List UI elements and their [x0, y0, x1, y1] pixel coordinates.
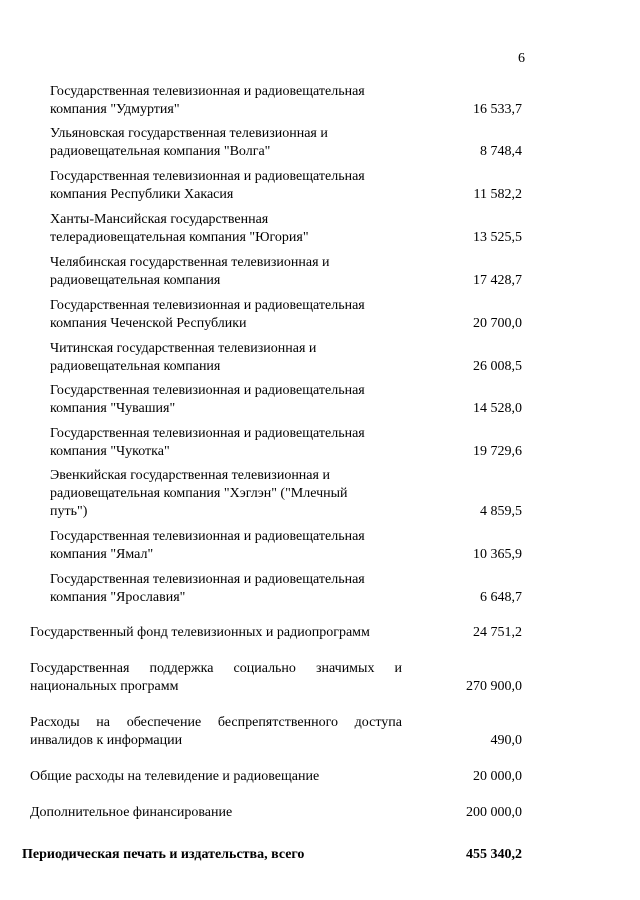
item-name-line: Челябинская государственная телевизионная и	[50, 255, 330, 270]
item-name	[50, 571, 400, 607]
item-name	[50, 297, 400, 333]
item-name	[30, 714, 402, 750]
item-name-line: компания "Удмуртия"	[50, 102, 180, 117]
item-name	[30, 660, 402, 696]
item-name-line: радиовещательная компания "Волга"	[50, 144, 271, 159]
item-name-line: Государственная телевизионная и радиовещательная	[50, 426, 365, 441]
item-name-line: Государственная телевизионная и радиовещательная	[50, 298, 365, 313]
item-name-line: Государственная телевизионная и радиовещательная	[50, 572, 365, 587]
item-name-line: телерадиовещательная компания "Югория"	[50, 230, 309, 245]
item-name-line: Государственная поддержка социально значимых и	[30, 661, 402, 676]
total-label: Периодическая печать и издательства, всего	[22, 847, 305, 862]
item-name-line: радиовещательная компания "Хэглэн" ("Млечный	[50, 486, 348, 501]
item-name	[50, 254, 400, 290]
item-name-line: Государственная телевизионная и радиовещательная	[50, 169, 365, 184]
item-amount: 4 859,5	[480, 504, 522, 519]
item-name-line: Дополнительное финансирование	[30, 805, 233, 820]
item-amount: 17 428,7	[473, 273, 522, 288]
item-name-line: национальных программ	[30, 679, 179, 694]
total-amount: 455 340,2	[466, 847, 522, 862]
item-amount: 490,0	[490, 733, 522, 748]
item-name-line: компания "Чувашия"	[50, 401, 176, 416]
item-amount: 13 525,5	[473, 230, 522, 245]
item-amount: 8 748,4	[480, 144, 522, 159]
item-name	[30, 624, 402, 642]
item-name-line: компания "Ярославия"	[50, 590, 186, 605]
item-amount: 270 900,0	[466, 679, 522, 694]
item-amount: 20 700,0	[473, 316, 522, 331]
item-name-line: Государственная телевизионная и радиовещательная	[50, 84, 365, 99]
item-name	[50, 211, 400, 247]
item-name-line: Общие расходы на телевидение и радиовещание	[30, 769, 320, 784]
item-name	[50, 528, 400, 564]
item-name-line: Ханты-Мансийская государственная	[50, 212, 269, 227]
item-name-line: компания "Чукотка"	[50, 444, 170, 459]
item-amount: 19 729,6	[473, 444, 522, 459]
item-name-line: Ульяновская государственная телевизионная и	[50, 126, 328, 141]
item-name-line: компания "Ямал"	[50, 547, 154, 562]
item-name-line: путь")	[50, 504, 88, 519]
item-name-line: Читинская государственная телевизионная и	[50, 341, 317, 356]
item-amount: 6 648,7	[480, 590, 522, 605]
item-name-line: радиовещательная компания	[50, 273, 221, 288]
item-name-line: радиовещательная компания	[50, 359, 221, 374]
item-name	[50, 125, 400, 161]
item-name-line: Эвенкийская государственная телевизионная и	[50, 468, 330, 483]
item-name-line: компания Республики Хакасия	[50, 187, 234, 202]
item-name-line: Государственный фонд телевизионных и радиопрограмм	[30, 625, 370, 640]
item-amount: 11 582,2	[473, 187, 522, 202]
item-name	[30, 768, 402, 786]
item-amount: 14 528,0	[473, 401, 522, 416]
item-amount: 16 533,7	[473, 102, 522, 117]
item-name-line: инвалидов к информации	[30, 733, 183, 748]
item-name-line: Государственная телевизионная и радиовещательная	[50, 529, 365, 544]
item-name	[50, 168, 400, 204]
item-amount: 26 008,5	[473, 359, 522, 374]
item-name	[50, 382, 400, 418]
item-name	[50, 340, 400, 376]
item-name-line: Расходы на обеспечение беспрепятственного доступа	[30, 715, 402, 730]
item-amount: 200 000,0	[466, 805, 522, 820]
item-amount: 24 751,2	[473, 625, 522, 640]
item-name-line: Государственная телевизионная и радиовещательная	[50, 383, 365, 398]
item-name	[50, 467, 400, 521]
item-amount: 10 365,9	[473, 547, 522, 562]
page-number: 6	[518, 51, 525, 66]
item-name	[50, 425, 400, 461]
item-name	[30, 804, 402, 822]
item-amount: 20 000,0	[473, 769, 522, 784]
item-name	[50, 83, 400, 119]
item-name-line: компания Чеченской Республики	[50, 316, 247, 331]
